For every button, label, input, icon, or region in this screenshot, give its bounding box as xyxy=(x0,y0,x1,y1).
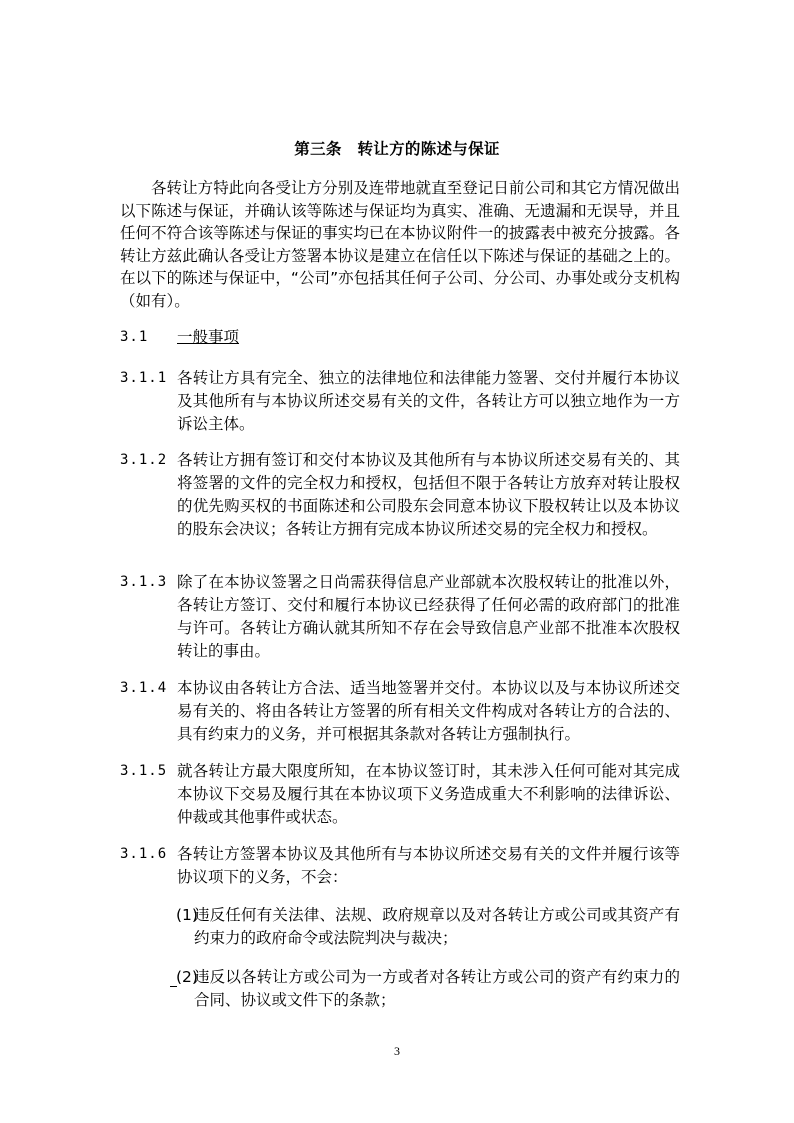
subitem-text: 违反以各转让方或公司为一方或者对各转让方或公司的资产有约束力的合同、协议或文件下的条款； xyxy=(194,968,680,1009)
section-3-1-2 xyxy=(120,449,680,541)
section-number: 3.1.4 xyxy=(120,680,168,696)
section-number: 3.1.5 xyxy=(120,763,168,779)
section-text: 各转让方拥有签订和交付本协议及其他所有与本协议所述交易有关的、其将签署的文件的完全权力和授权，包括但不限于各转让方放弃对转让股权的优先购买权的书面陈述和公司股东会同意本协议下股权转让以及本协议的股东会决议；各转让方拥有完成本协议所述交易的完全权力和授权。 xyxy=(177,451,680,538)
section-3-1-3 xyxy=(120,571,680,663)
section-number: 3.1 xyxy=(120,329,149,345)
subitem-text: 违反任何有关法律、法规、政府规章以及对各转让方或公司或其资产有约束力的政府命令或法院判决与裁决； xyxy=(194,906,680,947)
section-3-1 xyxy=(120,326,680,349)
article-title: 第三条 转让方的陈述与保证 xyxy=(294,140,500,158)
section-text: 本协议由各转让方合法、适当地签署并交付。本协议以及与本协议所述交易有关的、将由各转让方签署的所有相关文件构成对各转让方的合法的、具有约束力的义务，并可根据其条款对各转让方强制执行。 xyxy=(177,679,680,743)
section-3-1-5 xyxy=(120,760,680,829)
page-number: 3 xyxy=(394,1044,400,1058)
section-3-1-4 xyxy=(120,677,680,746)
section-3-1-1 xyxy=(120,367,680,436)
section-number: 3.1.6 xyxy=(120,846,168,862)
intro-paragraph: 各转让方特此向各受让方分别及连带地就直至登记日前公司和其它方情况做出以下陈述与保证，并确认该等陈述与保证均为真实、准确、无遗漏和无误导，并且任何不符合该等陈述与保证的事实均已在本协议附件一的披露表中被充分披露。各转让方兹此确认各受让方签署本协议是建立在信任以下陈述与保证的基础之上的。在以下的陈述与保证中，“公司”亦包括其任何子公司、分公司、办事处或分支机构（如有）。 xyxy=(120,179,680,310)
subitem-2 xyxy=(176,966,680,1012)
section-3-1-6 xyxy=(120,843,680,889)
section-text: 除了在本协议签署之日尚需获得信息产业部就本次股权转让的批准以外，各转让方签订、交付和履行本协议已经获得了任何必需的政府部门的批准与许可。各转让方确认就其所知不存在会导致信息产业部不批准本次股权转让的事由。 xyxy=(177,573,680,660)
section-number: 3.1.3 xyxy=(120,574,168,590)
section-heading: 一般事项 xyxy=(177,328,240,346)
section-number: 3.1.2 xyxy=(120,452,168,468)
section-number: 3.1.1 xyxy=(120,370,168,386)
section-text: 各转让方签署本协议及其他所有与本协议所述交易有关的文件并履行该等协议项下的义务，不会： xyxy=(177,845,680,886)
subitem-marker: (1) xyxy=(176,906,198,924)
subitem-marker: (2) xyxy=(176,968,198,986)
subitem-1 xyxy=(176,904,680,950)
section-text: 各转让方具有完全、独立的法律地位和法律能力签署、交付并履行本协议及其他所有与本协议所述交易有关的文件，各转让方可以独立地作为一方诉讼主体。 xyxy=(177,369,680,433)
section-text: 就各转让方最大限度所知，在本协议签订时，其未涉入任何可能对其完成本协议下交易及履行其在本协议项下义务造成重大不利影响的法律诉讼、仲裁或其他事件或状态。 xyxy=(177,762,680,826)
